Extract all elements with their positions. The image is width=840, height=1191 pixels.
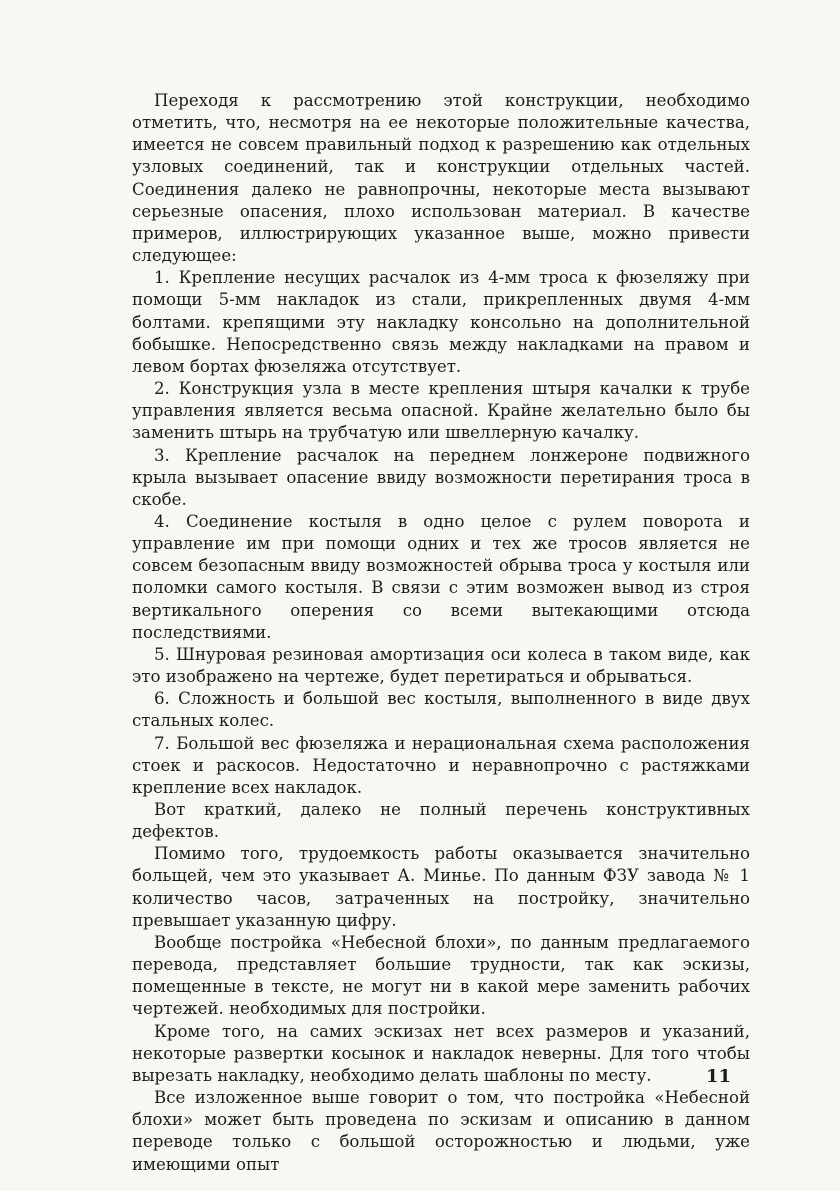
paragraph-conclusion: Все изложенное выше говорит о том, что постройка «Небесной блохи» может быть проведена по эскизам и описанию в данном переводе только с большой осторожностью и людьми, уже имеющими опыт (132, 1088, 750, 1174)
paragraph-item-3: 3. Крепление расчалок на переднем лонжероне подвижного крыла вызывает опасение ввиду возможности перетирания троса в скобе. (132, 445, 750, 509)
page-number: 11 (706, 1066, 732, 1087)
paragraph-construction: Вообще постройка «Небесной блохи», по данным предлагаемого перевода, представляет большие трудности, так как эскизы, помещенные в тексте, не могут ни в какой мере заменить рабочих чертежей. необходимых для постройки. (132, 932, 750, 1019)
paragraph-item-6: 6. Сложность и большой вес костыля, выполненного в виде двух стальных колес. (132, 689, 750, 731)
paragraph-item-7: 7. Большой вес фюзеляжа и нерациональная схема расположения стоек и раскосов. Недостаточно и неравнопрочно с растяжками крепление всех накладок. (132, 733, 750, 797)
paragraph-item-5: 5. Шнуровая резиновая амортизация оси колеса в таком виде, как это изображено на чертеже, будет перетираться и обрываться. (132, 644, 750, 687)
paragraph-item-1: 1. Крепление несущих расчалок из 4-мм троса к фюзеляжу при помощи 5-мм накладок из стали, прикрепленных двумя 4-мм болтами. крепящими эту накладку консольно на дополнительной бобышке. Непосредственно связь между накладками на правом и левом бортах фюзеляжа отсутствует. (132, 268, 750, 376)
paragraph-item-4: 4. Соединение костыля в одно целое с рулем поворота и управление им при помощи одних и тех же тросов является не совсем безопасным ввиду возможностей обрыва троса у костыля или поломки самого костыля. В связи с этим возможен вывод из строя вертикального оперения со всеми вытекающими отсюда последствиями. (132, 511, 750, 642)
paragraph-intro: Переходя к рассмотрению этой конструкции, необходимо отметить, что, несмотря на ее некоторые положительные качества, имеется не совсем правильный подход к разрешению как отдельных узловых соединений, так и конструкции отдельных частей. Соединения далеко не равнопрочны, некоторые места вызывают серьезные опасения, плохо использован материал. В качестве примеров, иллюстрирующих указанное выше, можно привести следующее: (132, 91, 750, 266)
body-text (132, 90, 750, 1176)
paragraph-labor: Помимо того, трудоемкость работы оказывается значительно больщей, чем это указывает А. Минье. По данным ФЗУ завода № 1 количество часов, затраченных на постройку, значительно превышает указанную цифру. (132, 844, 750, 930)
paragraph-summary: Вот краткий, далеко не полный перечень конструктивных дефектов. (132, 800, 750, 842)
paragraph-item-2: 2. Конструкция узла в месте крепления штыря качалки к трубе управления является весьма опасной. Крайне желательно было бы заменить штырь на трубчатую или швеллерную качалку. (132, 379, 750, 443)
paragraph-sketches: Кроме того, на самих эскизах нет всех размеров и указаний, некоторые развертки косынок и накладок неверны. Для того чтобы вырезать накладку, необходимо делать шаблоны по месту. (132, 1021, 750, 1085)
